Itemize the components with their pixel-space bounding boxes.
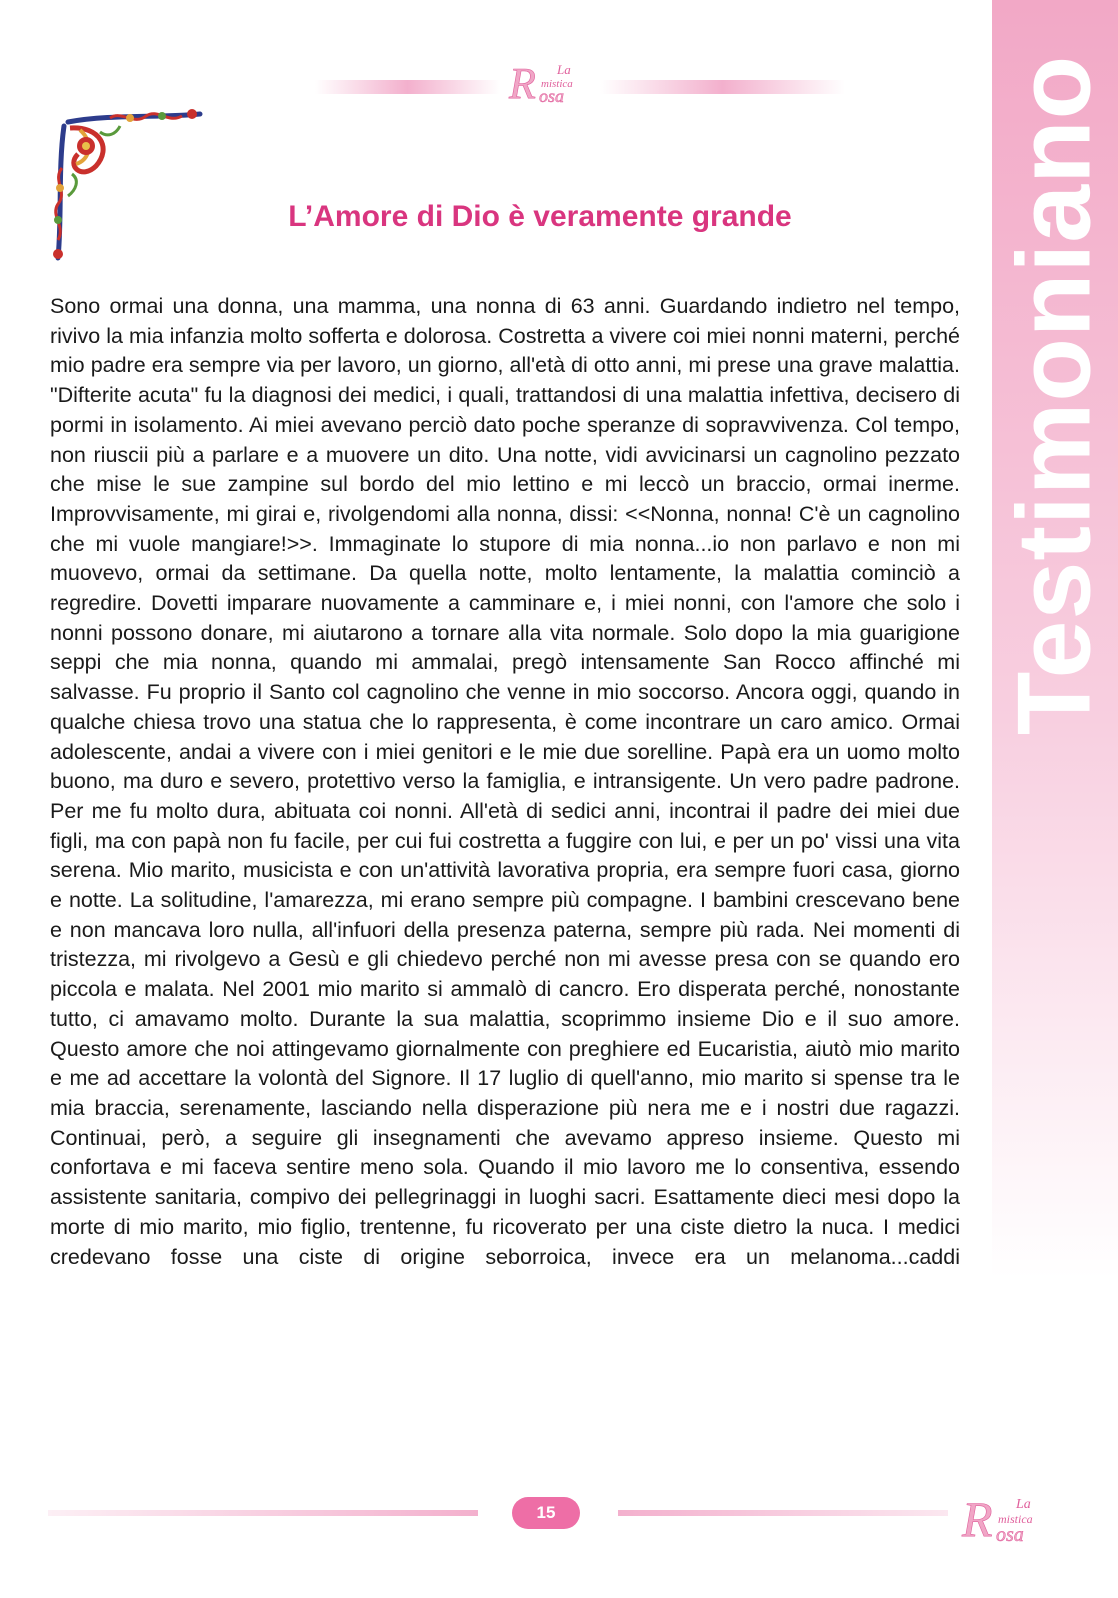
header-rule-left: [315, 80, 500, 94]
svg-text:mistica: mistica: [998, 1512, 1033, 1526]
header-logo: [505, 58, 600, 106]
svg-text:R: R: [962, 1491, 993, 1546]
svg-text:R: R: [509, 59, 536, 106]
footer-rule-left: [48, 1510, 478, 1516]
svg-text:osa: osa: [539, 86, 565, 106]
header-rule-right: [600, 80, 845, 94]
floral-corner-ornament-icon: [50, 108, 210, 266]
page-number: 15: [512, 1497, 580, 1529]
footer-logo: [958, 1490, 1060, 1546]
svg-text:La: La: [557, 62, 571, 77]
article-body: Sono ormai una donna, una mamma, una nonna di 63 anni. Guardando indietro nel tempo, rivivo la mia infanzia molto sofferta e dolorosa. Costretta a vivere coi miei nonni materni, perché mio padre era sempre via per lavoro, un giorno, all'età di otto anni, mi prese una grave malattia. "Difterite acuta" fu la diagnosi dei medici, i quali, trattandosi di una malattia infettiva, decisero di pormi in isolamento. Ai miei avevano perciò dato poche speranze di sopravvivenza. Col tempo, non riuscii più a parlare e a muovere un dito. Una notte, vidi avvicinarsi un cagnolino pezzato che mise le sue zampine sul bordo del mio lettino e mi leccò un braccio, ormai inerme. Improvvisamente, mi girai e, rivolgendomi alla nonna, dissi: <<Nonna, nonna! C'è un cagnolino che mi vuole mangiare!>>. Immaginate lo stupore di mia nonna...io non parlavo e non mi muovevo, ormai da settimane. Da quella notte, molto lentamente, la malattia cominciò a regredire. Dovetti imparare nuovamente a camminare e, i miei nonni, con l'amore che solo i nonni possono donare, mi aiutarono a tornare alla vita normale. Solo dopo la mia guarigione seppi che mia nonna, quando mi ammalai, pregò intensamente San Rocco affinché mi salvasse. Fu proprio il Santo col cagnolino che venne in mio soccorso. Ancora oggi, quando in qualche chiesa trovo una statua che lo rappresenta, è come incontrare un caro amico. Ormai adolescente, andai a vivere con i miei genitori e le mie due sorelline. Papà era un uomo molto buono, ma duro e severo, protettivo verso la famiglia, e intransigente. Un vero padre padrone. Per me fu molto dura, abituata coi nonni. All'età di sedici anni, incontrai il padre dei miei due figli, ma con papà non fu facile, per cui fui costretta a fuggire con lui, e per un po' vissi una vita serena. Mio marito, musicista e con un'attività lavorativa propria, era sempre fuori casa, giorno e notte. La solitudine, l'amarezza, mi erano sempre più compagne. I bambini crescevano bene e non mancava loro nulla, all'infuori della presenza paterna, sempre più rada. Nei momenti di tristezza, mi rivolgevo a Gesù e gli chiedevo perché non mi avesse presa con se quando ero piccola e malata. Nel 2001 mio marito si ammalò di cancro. Ero disperata perché, nonostante tutto, ci amavamo molto. Durante la sua malattia, scoprimmo insieme Dio e il suo amore. Questo amore che noi attingevamo giornalmente con preghiere ed Eucaristia, aiutò mio marito e me ad accettare la volontà del Signore. Il 17 luglio di quell'anno, mio marito si spense tra le mia braccia, serenamente, lasciando nella disperazione più nera me e i nostri due ragazzi. Continuai, però, a seguire gli insegnamenti che avevamo appreso insieme. Questo mi confortava e mi faceva sentire meno sola. Quando il mio lavoro me lo consentiva, essendo assistente sanitaria, compivo dei pellegrinaggi in luoghi sacri. Esattamente dieci mesi dopo la morte di mio marito, mio figlio, trentenne, fu ricoverato per una ciste dietro la nuca. I medici credevano fosse una ciste di origine seborroica, invece era un melanoma...caddi: [50, 294, 960, 1269]
footer-rule-right: [618, 1510, 948, 1516]
side-banner-text: Testimoniano: [996, 54, 1113, 736]
article-title: L’Amore di Dio è veramente grande: [288, 200, 792, 233]
svg-text:La: La: [1016, 1497, 1031, 1512]
svg-text:osa: osa: [996, 1524, 1024, 1546]
svg-text:mistica: mistica: [541, 78, 573, 90]
